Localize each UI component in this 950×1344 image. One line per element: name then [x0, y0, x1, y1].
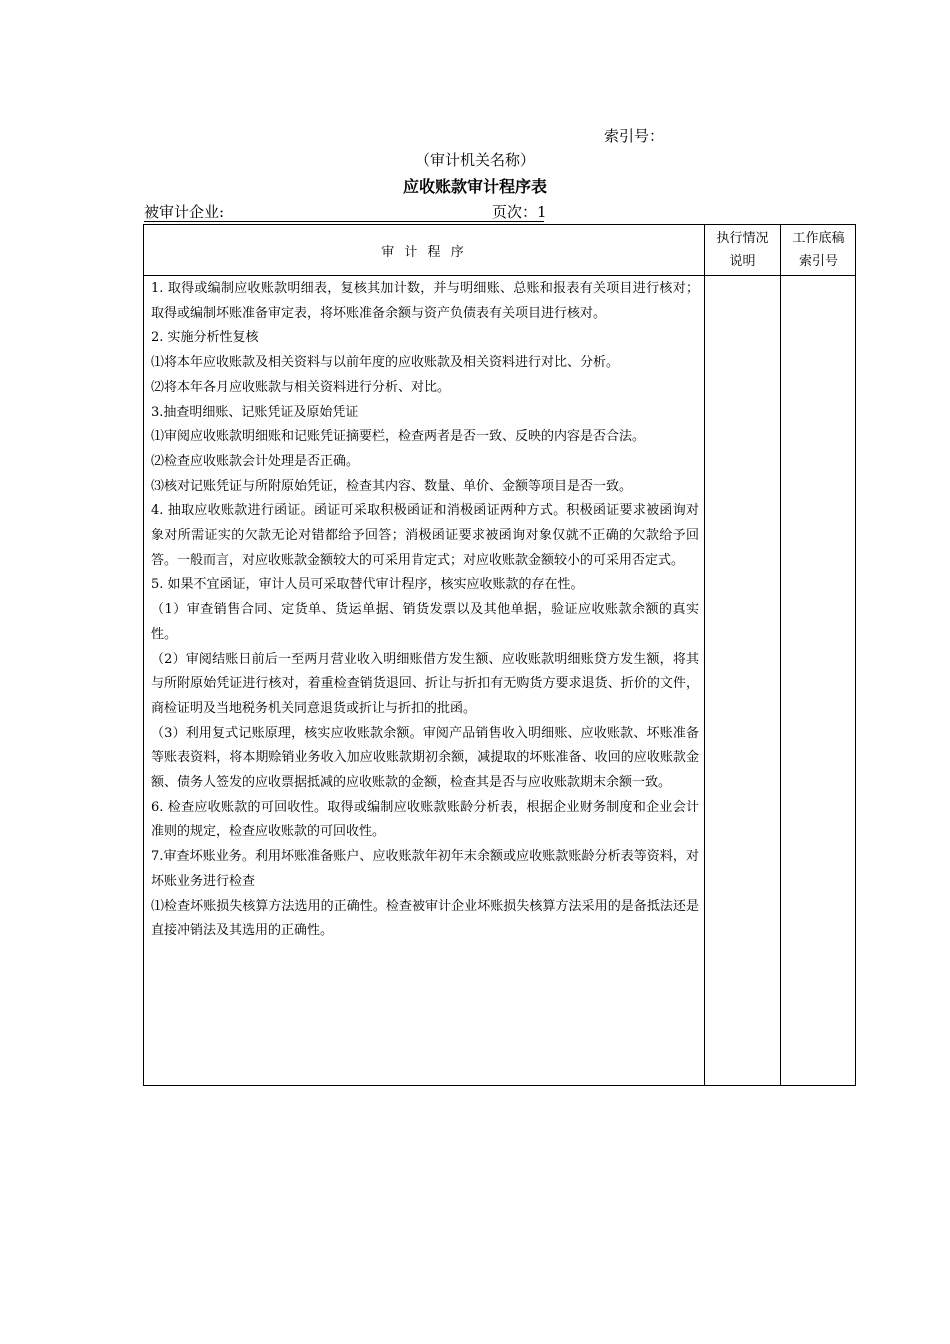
- workpaper-header-line1: 工作底稿: [792, 231, 845, 246]
- procedure-line: 7.审查坏账业务。利用坏账准备账户、应收账款年初年末余额或应收账款账龄分析表等资料，对坏账业务进行检查: [151, 849, 699, 889]
- workpaper-column-header: [781, 227, 856, 275]
- procedure-line: 1. 取得或编制应收账款明细表，复核其加计数，并与明细账、总账和报表有关项目进行核对；取得或编制坏账准备审定表，将坏账准备余额与资产负债表有关项目进行核对。: [151, 281, 699, 321]
- audit-procedure-table: [143, 224, 856, 1086]
- procedure-line: （3）利用复式记账原理，核实应收账款余额。审阅产品销售收入明细账、应收账款、坏账准备等账表资料，将本期赊销业务收入加应收账款期初余额，减提取的坏账准备、收回的应收账款金额、债务人签发的应收票据抵减的应收账款的金额，检查其是否与应收账款期末余额一致。: [151, 725, 699, 791]
- procedure-line: 2. 实施分析性复核: [151, 330, 259, 346]
- procedure-line: ⑴检查坏账损失核算方法选用的正确性。检查被审计企业坏账损失核算方法采用的是备抵法还是直接冲销法及其选用的正确性。: [151, 898, 699, 939]
- procedure-line: ⑴将本年应收账款及相关资料与以前年度的应收账款及相关资料进行对比、分析。: [151, 355, 620, 371]
- procedure-line: 3.抽查明细账、记账凭证及原始凭证: [151, 404, 359, 420]
- page-number: 1: [537, 203, 547, 221]
- execution-column-header: [705, 227, 780, 275]
- procedure-content: [151, 277, 699, 944]
- index-number-label: 索引号：: [604, 127, 665, 145]
- procedure-line: ⑵检查应收账款会计处理是否正确。: [151, 453, 360, 469]
- procedure-column-header: 审 计 程 序: [381, 244, 467, 260]
- audited-enterprise-label: 被审计企业:: [144, 203, 225, 221]
- procedure-line: 5. 如果不宜函证，审计人员可采取替代审计程序，核实应收账款的存在性。: [151, 577, 584, 593]
- execution-header-line2: 说明: [729, 254, 756, 269]
- procedure-line: ⑴审阅应收账款明细账和记账凭证摘要栏，检查两者是否一致、反映的内容是否合法。: [151, 429, 646, 445]
- document-title: 应收账款审计程序表: [402, 177, 547, 196]
- execution-header-line1: 执行情况: [716, 231, 769, 246]
- page-label: 页次：: [492, 203, 538, 221]
- column-divider: [704, 225, 705, 1085]
- column-divider: [780, 225, 781, 1085]
- procedure-line: 4. 抽取应收账款进行函证。函证可采取积极函证和消极函证两种方式。积极函证要求被函询对象对所需证实的欠款无论对错都给予回答；消极函证要求被函询对象仅就不正确的欠款给予回答。一般而言，对应收账款金额较大的可采用肯定式；对应收账款金额较小的可采用否定式。: [151, 503, 699, 568]
- procedure-line: （2）审阅结账日前后一至两月营业收入明细账借方发生额、应收账款明细账贷方发生额，将其与所附原始凭证进行核对，着重检查销货退回、折让与折扣有无购货方要求退货、折价的文件，商检证明及当地税务机关同意退货或折让与折扣的批函。: [151, 651, 699, 716]
- workpaper-header-line2: 索引号: [798, 254, 838, 269]
- meta-row: [144, 202, 564, 224]
- procedure-line: 6. 检查应收账款的可回收性。取得或编制应收账款账龄分析表，根据企业财务制度和企业会计准则的规定，检查应收账款的可回收性。: [151, 799, 699, 840]
- page-indicator: [492, 202, 547, 222]
- procedure-line: （1）审查销售合同、定货单、货运单据、销货发票以及其他单据，验证应收账款余额的真实性。: [151, 602, 699, 642]
- procedure-line: ⑵将本年各月应收账款与相关资料进行分析、对比。: [151, 379, 451, 395]
- header-divider: [144, 275, 855, 276]
- procedure-line: ⑶核对记账凭证与所附原始凭证，检查其内容、数量、单价、金额等项目是否一致。: [151, 478, 633, 494]
- audit-org-name: （审计机关名称）: [414, 151, 535, 169]
- meta-underline: [144, 221, 544, 222]
